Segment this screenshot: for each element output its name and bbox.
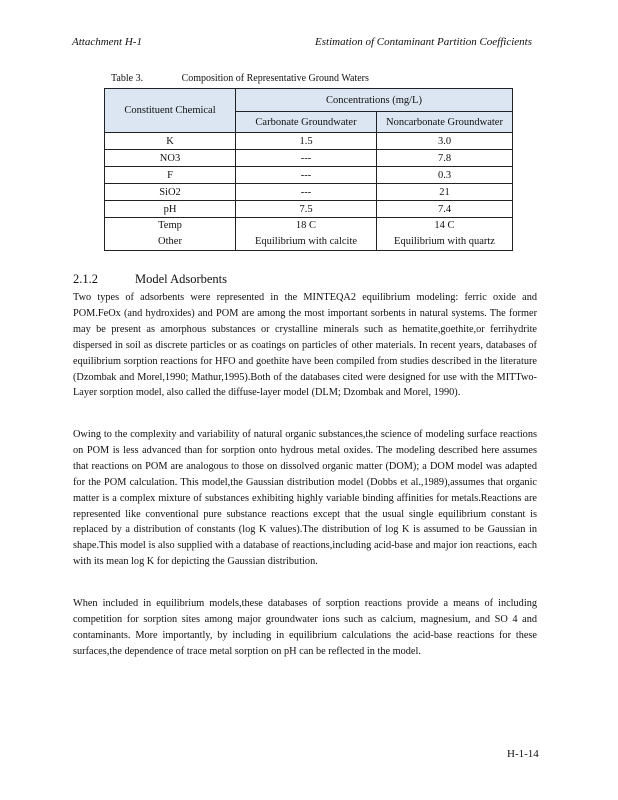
- row-name: NO3: [105, 150, 236, 167]
- table-row: [105, 201, 513, 218]
- row-carbonate-value: ---: [236, 167, 377, 184]
- row-name: F: [105, 167, 236, 184]
- row-name: SiO2: [105, 184, 236, 201]
- table-row: [105, 133, 513, 150]
- header-title: Estimation of Contaminant Partition Coefficients: [315, 36, 532, 48]
- table-caption: [111, 73, 369, 84]
- row-noncarbonate-value: 7.4: [377, 201, 513, 218]
- paragraph-adsorbents: Two types of adsorbents were represented in the MINTEQA2 equilibrium modeling: ferric oxide and POM.FeOx (and hydroxides) and POM are among the most important sorbents in natural systems. The former may be present as amorphous substances or crystalline minerals such as hematite,goethite,or ferrihydrite dispersed in soil as discrete particles or as coatings on particles of other materials. In recent years, databases of equilibrium sorption reactions for HFO and goethite have been compiled from studies described in the literature (Dzombak and Morel,1990; Mathur,1995).Both of the databases cited were designed for use with the MITTwo-Layer sorption model, also called the diffuse-layer model (DLM; Dzombak and Morel, 1990).: [73, 292, 537, 399]
- temp-label: Temp: [158, 220, 182, 231]
- page-number: H-1-14: [507, 748, 539, 760]
- row-noncarbonate-value: [377, 218, 513, 251]
- row-noncarbonate-value: 0.3: [377, 167, 513, 184]
- header-attachment: Attachment H-1: [72, 36, 142, 48]
- other-noncarbonate: Equilibrium with quartz: [394, 236, 495, 247]
- table-title: Composition of Representative Ground Waters: [181, 73, 369, 84]
- col-constituent-header: Constituent Chemical: [105, 89, 236, 133]
- table-row: [105, 150, 513, 167]
- row-noncarbonate-value: 3.0: [377, 133, 513, 150]
- row-noncarbonate-value: 21: [377, 184, 513, 201]
- table-row: [105, 218, 513, 251]
- other-label: Other: [158, 236, 182, 247]
- row-name: K: [105, 133, 236, 150]
- paragraph-pom-modeling: Owing to the complexity and variability of natural organic substances,the science of modeling surface reactions on POM is less advanced than for sorption onto hydrous metal oxides. The modeling described here assumes that reactions on POM are analogous to those on dissolved organic matter (DOM); a DOM model was adapted for the POM calculation. This model,the Gaussian distribution model (Dobbs et al.,1989),assumes that organic matter is a complex mixture of substances exhibiting highly variable binding affinities for metals.Reactions are represented like conventional pure substance reactions except that the usual single equilibrium constant is replaced by a distribution of constants (log K values).The distribution of log K is assumed to be Gaussian in shape.This model is also supplied with a database of reactions,including acid-base and major ion reactions, each with its mean log K for depicting the Gaussian distribution.: [73, 429, 537, 568]
- row-carbonate-value: ---: [236, 184, 377, 201]
- row-carbonate-value: 7.5: [236, 201, 377, 218]
- row-noncarbonate-value: 7.8: [377, 150, 513, 167]
- table-row: [105, 167, 513, 184]
- col-carbonate-header: Carbonate Groundwater: [236, 112, 377, 133]
- page-header: [72, 36, 532, 52]
- table-label: Table 3.: [111, 73, 144, 84]
- groundwater-composition-table: [104, 88, 513, 251]
- other-carbonate: Equilibrium with calcite: [254, 236, 358, 247]
- col-concentrations-header: Concentrations (mg/L): [236, 89, 513, 112]
- row-name: [105, 218, 236, 251]
- section-number: 2.1.2: [73, 272, 98, 286]
- row-carbonate-value: 1.5: [236, 133, 377, 150]
- paragraph-equilibrium-models: When included in equilibrium models,these databases of sorption reactions provide a means of including competition for sorption sites among major groundwater ions such as calcium, magnesium, and SO 4 and contaminants. More importantly, by including in equilibrium calculations the acid-base reactions for these surfaces,the dependence of trace metal sorption on pH can be reflected in the model.: [73, 598, 537, 657]
- row-carbonate-value: [236, 218, 377, 251]
- section-title: Model Adsorbents: [135, 272, 228, 286]
- row-name: pH: [105, 201, 236, 218]
- row-carbonate-value: ---: [236, 150, 377, 167]
- section-heading: [73, 272, 227, 287]
- col-noncarbonate-header: Noncarbonate Groundwater: [377, 112, 513, 133]
- temp-noncarbonate: 14 C: [434, 220, 455, 231]
- temp-carbonate: 18 C: [295, 220, 317, 231]
- table-row: [105, 184, 513, 201]
